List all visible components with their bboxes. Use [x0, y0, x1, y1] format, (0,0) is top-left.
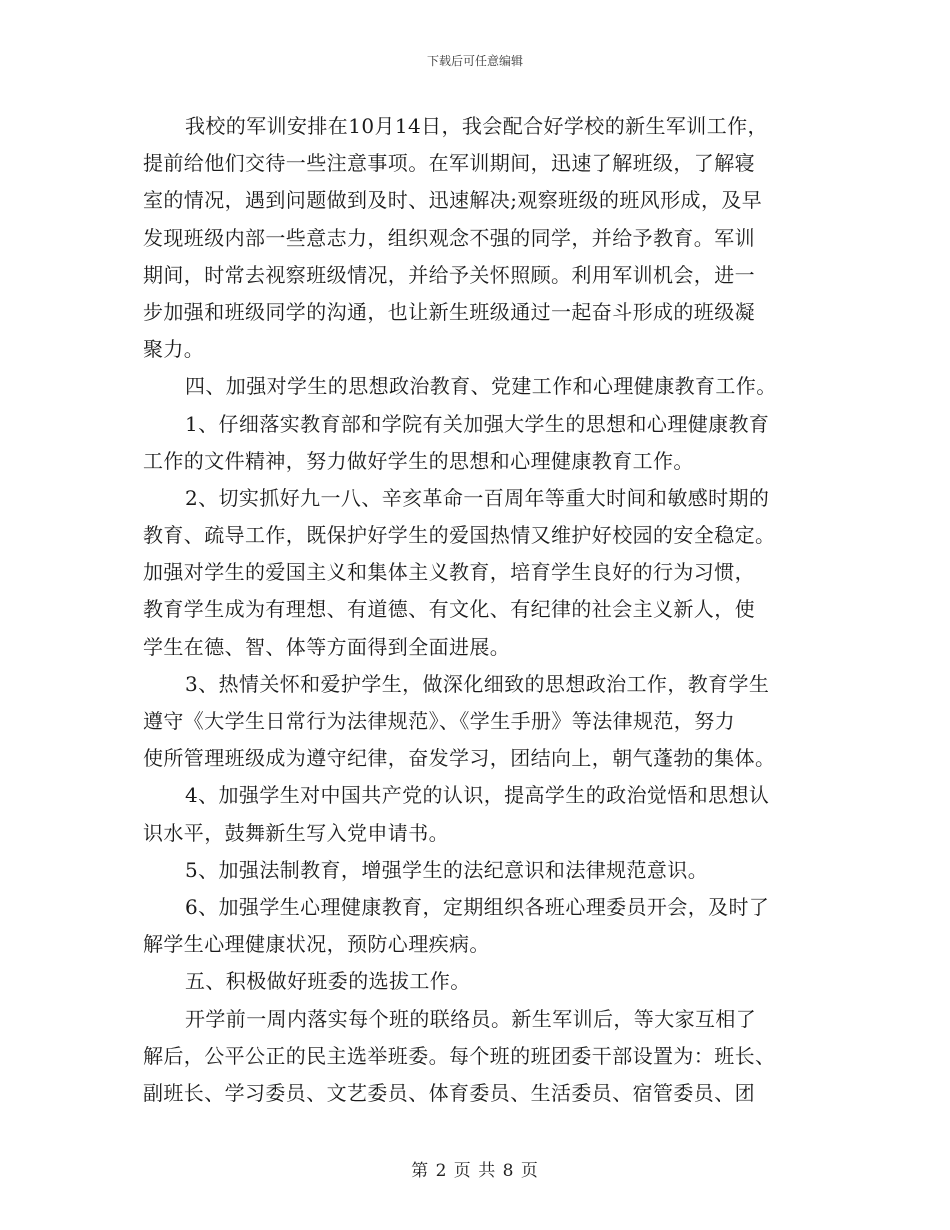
- text-line: 五、积极做好班委的选拔工作。: [185, 969, 471, 994]
- text-line: 解后，公平公正的民主选举班委。每个班的班团委干部设置为：班长、: [143, 1043, 776, 1068]
- text-line: 4、加强学生对中国共产党的认识，提高学生的政治觉悟和思想认: [185, 783, 770, 808]
- page-header: 下载后可任意编辑: [426, 54, 523, 68]
- text-line: 四、加强对学生的思想政治教育、党建工作和心理健康教育工作。: [185, 374, 777, 399]
- text-line: 工作的文件精神，努力做好学生的思想和心理健康教育工作。: [143, 448, 694, 473]
- text-line: 5、加强法制教育，增强学生的法纪意识和法律规范意识。: [185, 857, 709, 882]
- text-line: 步加强和班级同学的沟通，也让新生班级通过一起奋斗形成的班级凝: [143, 299, 755, 324]
- text-line: 聚力。: [143, 337, 205, 362]
- text-line: 2、切实抓好九一八、辛亥革命一百周年等重大时间和敏感时期的: [185, 485, 770, 510]
- text-line: 副班长、学习委员、文艺委员、体育委员、生活委员、宿管委员、团: [143, 1080, 755, 1105]
- text-line: 加强对学生的爱国主义和集体主义教育，培育学生良好的行为习惯，: [143, 560, 755, 585]
- text-line: 识水平，鼓舞新生写入党申请书。: [143, 820, 449, 845]
- text-line: 期间，时常去视察班级情况，并给予关怀照顾。利用军训机会，进一: [143, 262, 755, 287]
- text-line: 教育、疏导工作，既保护好学生的爱国热情又维护好校园的安全稳定。: [143, 523, 776, 548]
- text-line: 遵守《大学生日常行为法律规范》、《学生手册》等法律规范，努力: [143, 709, 735, 733]
- text-line: 使所管理班级成为遵守纪律，奋发学习，团结向上，朝气蓬勃的集体。: [143, 746, 776, 771]
- text-line: 提前给他们交待一些注意事项。在军训期间，迅速了解班级，了解寝: [143, 151, 755, 176]
- text-line: 教育学生成为有理想、有道德、有文化、有纪律的社会主义新人，使: [143, 597, 755, 622]
- text-line: 6、加强学生心理健康教育，定期组织各班心理委员开会，及时了: [185, 894, 770, 919]
- text-line: 我校的军训安排在10月14日，我会配合好学校的新生军训工作，: [185, 114, 768, 138]
- text-line: 室的情况，遇到问题做到及时、迅速解决;观察班级的班风形成，及早: [143, 188, 763, 213]
- text-line: 发现班级内部一些意志力，组织观念不强的同学，并给予教育。军训: [143, 225, 755, 250]
- document-body: [143, 108, 810, 1112]
- page-number: 第 2 页 共 8 页: [411, 1161, 539, 1181]
- text-line: 解学生心理健康状况，预防心理疾病。: [143, 932, 490, 957]
- text-line: 开学前一周内落实每个班的联络员。新生军训后，等大家互相了: [185, 1006, 757, 1031]
- text-line: 1、仔细落实教育部和学院有关加强大学生的思想和心理健康教育: [185, 411, 770, 436]
- text-line: 3、热情关怀和爱护学生，做深化细致的思想政治工作，教育学生: [185, 671, 770, 696]
- text-line: 学生在德、智、体等方面得到全面进展。: [143, 634, 511, 659]
